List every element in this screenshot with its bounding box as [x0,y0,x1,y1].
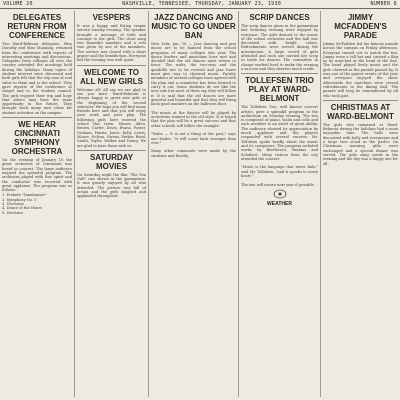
column-divider [241,73,318,74]
number-label: NUMBER 8 [370,1,397,7]
headline-delegates: DELEGATES RETURN FROM CONFERENCE [7,13,67,40]
column-2 [74,11,148,397]
column-3 [148,11,238,397]
headline-scrip: SCRIP DANCES [249,13,310,22]
article-tollefsen-body: The Tollefsen Trio, well known concert artists, gave a splendid program in the auditorium on Monday evening. The trio is composed of piano, violin and cello and each member is an artist of great ability. The audience showed its appreciation by much applause and the players responded with several encores. Mr. Tollefsen spoke briefly about the music and its composers. The program included works by Beethoven, Brahms and Schubert. Many visitors from the city attended the concert. "Music is the language that never fails," said Mr. Tollefsen, "and it speaks to every heart." The trio will return next year if possible. [241,105,318,187]
column-divider [323,100,398,101]
program-item: 3. Nocturne [2,202,24,207]
headline-welcome: WELCOME TO ALL NEW GIRLS [80,67,143,86]
volume-label: VOLUME 20 [3,1,33,7]
program-list [2,193,72,214]
headline-movies: SATURDAY MOVIES [89,152,134,171]
article-welcome-body: Welcome all! All say we are glad to see you here. Ward-Belmont is always happy to greet new girls at the beginning of the second semester. We hope you will find many friends here and that you will enjoy your work and your play. The following girls have entered the school this term: Misses Allen, Brown, Carter, Davis, Evans, Foster, Graham, Harris, Jones, Kelly, Lewis, Moore, Nelson, Owens, Parker, Reed, Smith, Taylor, Walker and Young. We are glad to have them with us. [77,87,146,148]
weather-label: WEATHER [267,200,292,207]
column-divider [77,65,146,66]
column-4 [238,11,320,397]
article-vespers-body: It was a happy and fitting vesper service Sunday evening. The speaker brought a message of faith and courage to the girls. The choir sang two beautiful numbers and a solo was given by one of the members. The service was closed with a short prayer and the benediction. Everyone felt the evening was well spent. [77,24,146,63]
article-movies-body: On Saturday night the film "The Sea Gull" was shown in the gymnasium. It was greatly enjoyed by all who attended. The picture was full of action and the girls laughed and applauded throughout. [77,172,146,199]
program-item: 2. Symphony No. 5 [2,197,37,202]
program-item: 4. Dance of the Hours [2,206,43,211]
article-christmas-body: The girls who remained at Ward-Belmont during the holidays had a most enjoyable time. The halls were decorated with holly and evergreens and a large tree stood in the parlor. On Christmas morning gifts were exchanged and a special dinner was served. The girls sang carols in the evening and the day was a happy one for all. [323,122,398,166]
column-divider [2,117,72,118]
article-scrip-body: The scrip dances given in the gymnasium last Saturday evening were enjoyed by everyone. The girls danced to the music of the school orchestra and the hall was decorated with bright colors. Refreshments were served during the intermission. A large crowd of girls attended and each one carried her scrip to trade for dances. The committee in charge worked hard to make the evening a success and they deserve much credit. [241,24,318,71]
headline-jazz: JAZZ DANCING AND MUSIC TO GO UNDER BAN [151,13,236,40]
dateline: NASHVILLE, TENNESSEE, THURSDAY, JANUARY 23, 1930 [122,1,282,7]
article-parade-body: Jimmy McFadden led his famous parade across the campus on Friday afternoon. Everyone turned out to watch the fun. Jimmy wore a tall hat and carried a flag as he marched at the head of the line. The band played lively music and the girls cheered as the parade passed by. It was one of the gayest events of the year and everyone enjoyed the show. Afterwards the marchers were served refreshments in the dining hall. The parade will long be remembered by all who took part. [323,42,398,98]
article-symphony-body: On the evening of January 15 the great orchestra of Cincinnati was heard in concert. The large audience enjoyed the splendid program. The orchestra played with fine spirit and the conductor was received with great applause. The program was as follows: [2,158,72,193]
masthead [0,0,400,9]
column-1 [0,11,74,397]
headline-tollefsen: TOLLEFSEN TRIO PLAY AT WARD-BELMONT [245,76,314,104]
column-divider [77,150,146,151]
article-delegates-body: Two Ward-Belmont delegates, Miss Dorothy and Miss Manning, returned from the conference with reports of interesting meetings and discussions. Delegates from colleges all over the country attended the meetings held during the holidays. Many topics of student interest were discussed and both girls felt that the trip was of real value to them and to the school. They gave reports of the conference at chapel and to the student council. The girls enjoyed their trip and hope that others may have the same opportunity in the future. They brought back many new ideas for student activities on the campus. [2,42,72,115]
headline-vespers: VESPERS [92,13,131,22]
article-jazz-body: New York, Jan. 18 — Jazz dancing and jazz music are to be banned from the school programs of many colleges this year. The dance leaders and musicians have met and decided that the old dances must return to favor. The waltz, the two-step and the quadrille are to be revived and jazz tunes must give way to classical music. Faculty members of several colleges have agreed with the plan and a committee has been formed to carry it out. Some students do not like the new rule but most of them say they will follow it. It is said that the old dances are more graceful and beautiful and that they will bring back good manners on the ballroom floor. The music at the dances will be played by orchestras trained in the old style. It is hoped that the plan will be a great success and that other schools will follow the example. "Waltz — It is not a thing of the past," says one leader, "it will come back stronger than ever." Many other comments were made by the students and faculty. [151,42,236,158]
program-item: 1. Prelude "Tannhauser" [2,193,47,198]
column-5 [320,11,400,397]
program-item: 5. Overture [2,210,23,215]
headline-symphony: WE HEAR CINCINNATI SYMPHONY ORCHESTRA [11,120,63,157]
seal-icon [273,189,287,199]
headline-christmas: CHRISTMAS AT WARD-BELMONT [327,102,394,121]
headline-parade: JIMMY MCFADDEN'S PARADE [334,13,387,40]
